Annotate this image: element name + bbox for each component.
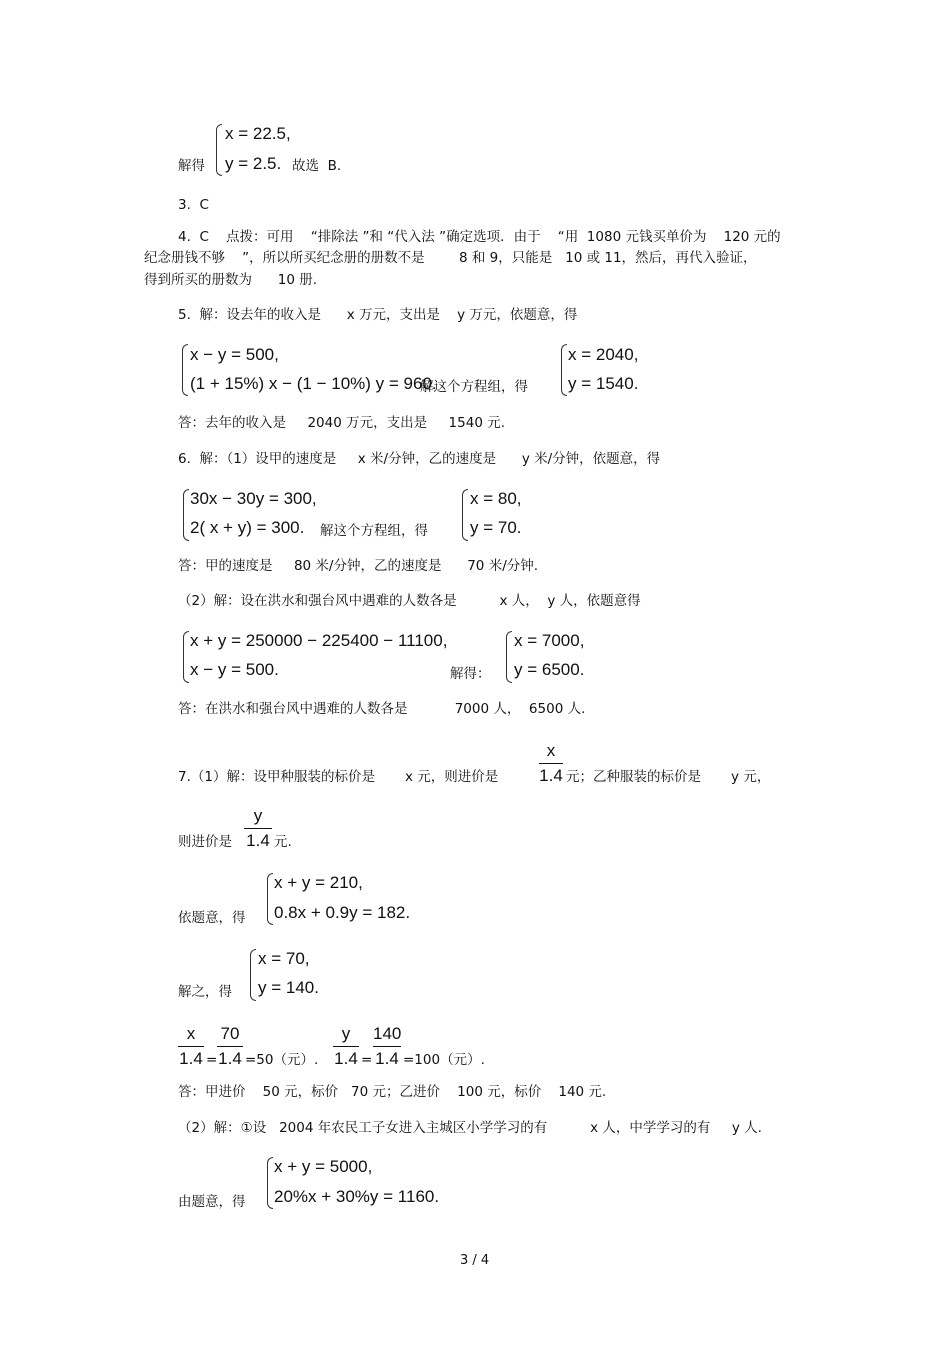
equation: 0.8x + 0.9y = 182. (274, 903, 411, 922)
result-text: =100（元）. (403, 1052, 485, 1068)
problem-3: 3. C (178, 197, 209, 213)
fraction: y 1.4 (334, 1024, 358, 1068)
equation: 2( x + y) = 300. (190, 518, 305, 537)
equation: (1 + 15%) x − (1 − 10%) y = 960. (190, 374, 437, 393)
problem-5-intro: 5. 解：设去年的收入是 x 万元，支出是 y 万元，依题意，得 (178, 307, 578, 323)
system-brace (183, 489, 189, 541)
problem-6-part2-intro: （2）解：设在洪水和强台风中遇难的人数各是 x 人， y 人，依题意得 (178, 593, 641, 609)
system-brace (216, 124, 222, 176)
system-brace (561, 344, 567, 396)
solve-label: 解这个方程组，得 (420, 379, 528, 395)
equation: 20%x + 30%y = 1160. (274, 1187, 440, 1206)
answer-text: 答：在洪水和强台风中遇难的人数各是 7000 人， 6500 人. (178, 701, 586, 717)
problem-7-intro: 7.（1）解：设甲种服装的标价是 x 元，则进价是 (178, 769, 499, 785)
solution: y = 6500. (514, 660, 585, 679)
solution: x = 2040, (568, 345, 639, 364)
equals-sign: = (206, 1052, 218, 1068)
problem-7-part2-intro: （2）解：①设 2004 年农民工子女进入主城区小学学习的有 x 人，中学学习的有 y 人. (178, 1120, 762, 1136)
equation: x = 22.5, (225, 124, 291, 143)
fraction: 140 1.4 (373, 1024, 402, 1068)
system-brace (506, 631, 512, 683)
equation: x + y = 250000 − 225400 − 11100, (190, 631, 448, 650)
answer-text: 故选 B. (292, 158, 342, 174)
solution: y = 140. (258, 978, 319, 997)
fraction: y 1.4 (244, 806, 272, 851)
equation: x + y = 210, (274, 873, 363, 892)
solution: x = 7000, (514, 631, 585, 650)
system-brace (182, 344, 188, 396)
system-brace (183, 631, 189, 683)
problem-7-line2: 则进价是 (178, 834, 232, 850)
problem-4-line: 纪念册钱不够 ”，所以所买纪念册的册数不是 8 和 9，只能是 10 或 11，然后，再代入验证， (144, 250, 757, 266)
system-brace (267, 1157, 273, 1209)
equation: x + y = 5000, (274, 1157, 373, 1176)
system-brace (250, 949, 256, 1001)
condition-label: 由题意，得 (178, 1194, 246, 1210)
solve-label: 解之，得 (178, 984, 232, 1000)
answer-text: 答：甲进价 50 元，标价 70 元；乙进价 100 元，标价 140 元. (178, 1084, 607, 1100)
solution: x = 80, (470, 489, 522, 508)
solve-label: 解得： (450, 666, 491, 682)
problem-7-line2-end: 元. (274, 834, 292, 850)
solve-label: 解这个方程组，得 (320, 523, 428, 539)
system-brace (462, 489, 468, 541)
result-text: =50（元）. (245, 1052, 319, 1068)
solution: y = 70. (470, 518, 522, 537)
equation: x − y = 500, (190, 345, 279, 364)
page-number: 3 / 4 (460, 1253, 490, 1268)
problem-4-line: 得到所买的册数为 10 册. (144, 272, 318, 288)
problem-6-intro: 6. 解：（1）设甲的速度是 x 米/分钟，乙的速度是 y 米/分钟，依题意，得 (178, 451, 661, 467)
fraction: 70 1.4 (218, 1024, 242, 1068)
equation: y = 2.5. (225, 154, 282, 173)
solution: y = 1540. (568, 374, 639, 393)
fraction: x 1.4 (179, 1024, 203, 1068)
answer-text: 答：甲的速度是 80 米/分钟，乙的速度是 70 米/分钟. (178, 558, 539, 574)
solution: x = 70, (258, 949, 310, 968)
equals-sign: = (361, 1052, 373, 1068)
solve-label: 解得 (178, 158, 205, 174)
problem-7-intro-cont: 元；乙种服装的标价是 y 元， (566, 769, 771, 785)
condition-label: 依题意，得 (178, 910, 246, 926)
equation: 30x − 30y = 300, (190, 489, 317, 508)
equation: x − y = 500. (190, 660, 279, 679)
fraction: x 1.4 (539, 741, 563, 785)
problem-4-line: 4. C 点拨：可用 “排除法 ”和 “代入法 ”确定选项．由于 “用 1080 元钱买单价为 120 元的 (178, 229, 781, 245)
answer-text: 答：去年的收入是 2040 万元，支出是 1540 元. (178, 415, 505, 431)
system-brace (267, 873, 273, 925)
